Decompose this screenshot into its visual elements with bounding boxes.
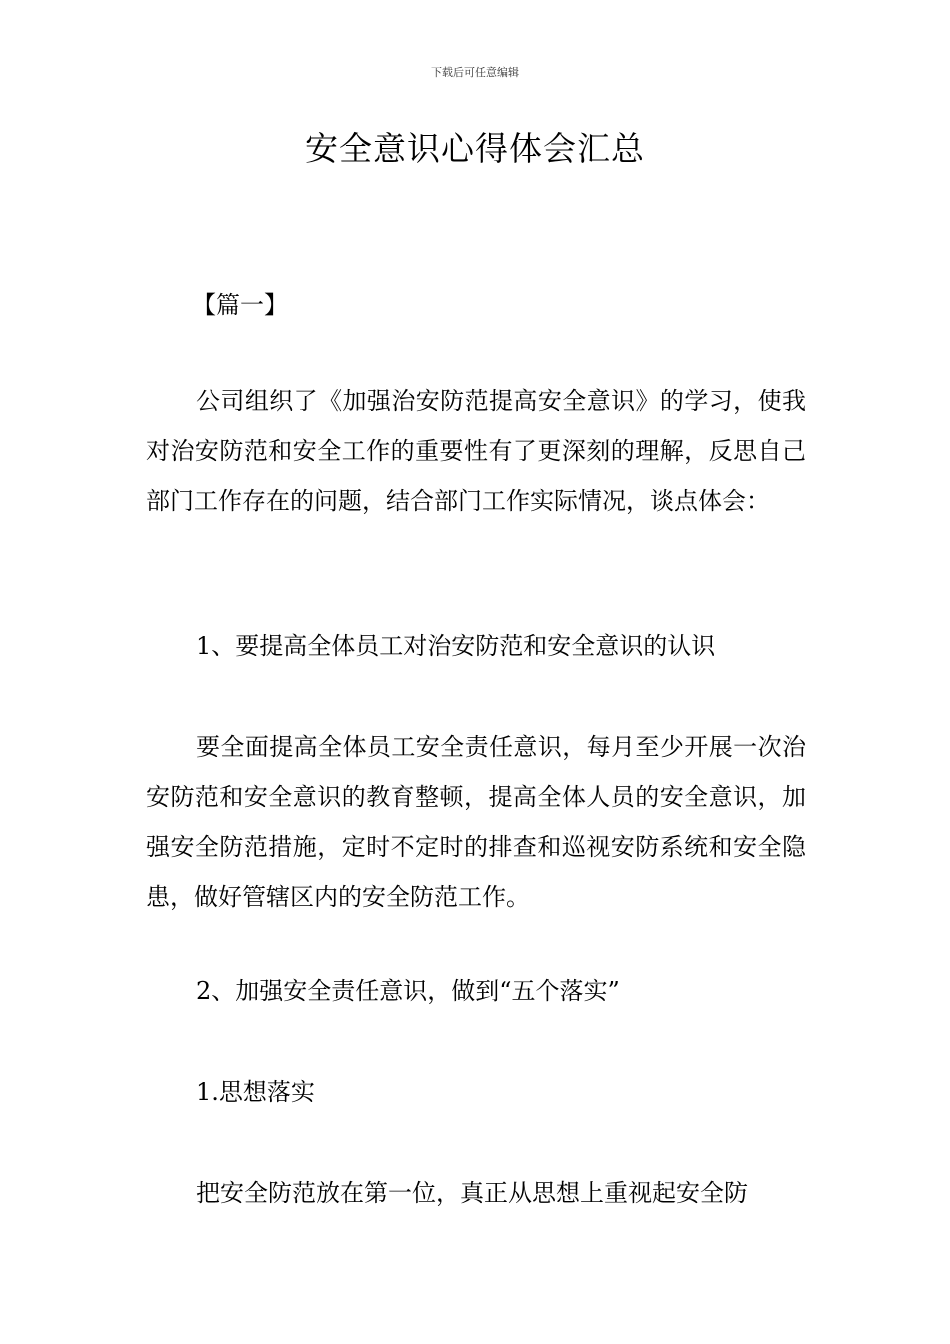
- document-title: 安全意识心得体会汇总: [305, 129, 645, 168]
- header-note: 下载后可任意编辑: [431, 66, 519, 79]
- subheading-thought: 1.思想落实: [196, 1078, 315, 1106]
- paragraph-thought: 把安全防范放在第一位，真正从思想上重视起安全防: [196, 1179, 748, 1207]
- section-label: 【篇一】: [192, 291, 288, 319]
- section-heading-2: 2、加强安全责任意识，做到“五个落实”: [196, 977, 620, 1005]
- section-heading-1: 1、要提高全体员工对治安防范和安全意识的认识: [196, 632, 716, 660]
- paragraph-intro: 公司组织了《加强治安防范提高安全意识》的学习，使我对治安防范和安全工作的重要性有了更深刻的理解，反思自己部门工作存在的问题，结合部门工作实际情况，谈点体会：: [146, 387, 806, 515]
- paragraph-awareness: 要全面提高全体员工安全责任意识，每月至少开展一次治安防范和安全意识的教育整顿，提高全体人员的安全意识，加强安全防范措施，定时不定时的排查和巡视安防系统和安全隐患，做好管辖区内的安全防范工作。: [146, 733, 806, 911]
